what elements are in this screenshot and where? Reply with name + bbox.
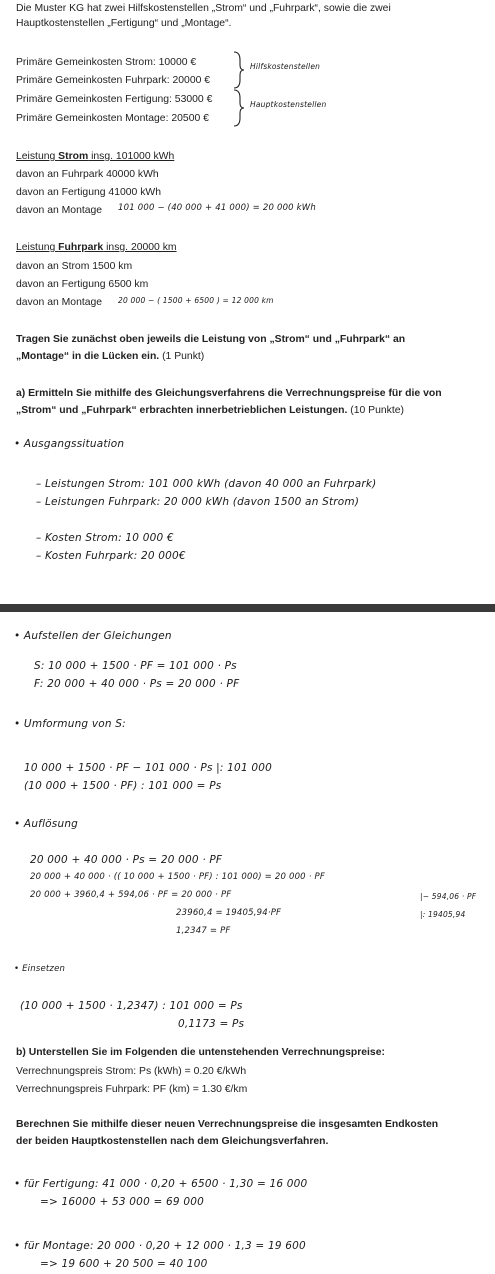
hw-leistung-strom: – Leistungen Strom: 101 000 kWh (davon 40 000 an Fuhrpark)	[36, 478, 377, 490]
hw-umformung-1: 10 000 + 1500 · PF − 101 000 · Ps |: 101 000	[24, 762, 272, 774]
hw-aufloesung-5: 1,2347 = PF	[176, 926, 231, 936]
fuhrpark-title: Leistung Fuhrpark insg. 20000 km	[16, 242, 177, 253]
hw-fertigung-2: => 16000 + 53 000 = 69 000	[40, 1196, 204, 1208]
hw-umformung-2: (10 000 + 1500 · PF) : 101 000 = Ps	[24, 780, 222, 792]
task-b-line-2: Berechnen Sie mithilfe dieser neuen Verrechnungspreise die insgesamten Endkosten	[16, 1119, 439, 1130]
fuhrpark-line-3: davon an Montage	[16, 297, 103, 308]
hw-equation-f: F: 20 000 + 40 000 · Ps = 20 000 · PF	[34, 678, 240, 690]
intro-line-2: Hauptkostenstellen „Fertigung“ und „Montage“.	[16, 18, 232, 29]
task-intro-line-1: Tragen Sie zunächst oben jeweils die Leistung von „Strom“ und „Fuhrpark“ an	[16, 334, 406, 345]
hw-aufloesung-3: 20 000 + 3960,4 + 594,06 · PF = 20 000 · PF	[30, 890, 232, 900]
task-intro-line-2: „Montage“ in die Lücken ein. (1 Punkt)	[16, 351, 205, 362]
strom-handwritten: 101 000 − (40 000 + 41 000) = 20 000 kWh	[118, 203, 317, 213]
task-b-preis-strom: Verrechnungspreis Strom: Ps (kWh) = 0.20 €/kWh	[16, 1066, 247, 1077]
hw-heading-umformung: • Umformung von S:	[14, 718, 126, 730]
hw-montage-1: • für Montage: 20 000 · 0,20 + 12 000 · 1,3 = 19 600	[14, 1240, 306, 1252]
hw-heading-ausgang: • Ausgangssituation	[14, 438, 125, 450]
hw-aufloesung-3-note: |− 594,06 · PF	[420, 892, 477, 901]
hw-heading-aufloesung: • Auflösung	[14, 818, 79, 830]
hw-fertigung-1: • für Fertigung: 41 000 · 0,20 + 6500 · 1,30 = 16 000	[14, 1178, 308, 1190]
brace-label-hilf: Hilfskostenstellen	[250, 62, 321, 71]
hw-einsetzen-2: 0,1173 = Ps	[178, 1018, 245, 1030]
strom-title: Leistung Strom insg. 101000 kWh	[16, 151, 175, 162]
fuhrpark-line-1: davon an Strom 1500 km	[16, 261, 133, 272]
hw-heading-einsetzen: • Einsetzen	[14, 964, 66, 974]
cost-montage: Primäre Gemeinkosten Montage: 20500 €	[16, 113, 209, 124]
cost-strom: Primäre Gemeinkosten Strom: 10000 €	[16, 57, 197, 68]
brace-haupt	[232, 88, 246, 128]
task-a-line-1: a) Ermitteln Sie mithilfe des Gleichungsverfahrens die Verrechnungspreise für die von	[16, 388, 442, 399]
hw-aufloesung-4: 23960,4 = 19405,94·PF	[176, 908, 282, 918]
hw-montage-2: => 19 600 + 20 500 = 40 100	[40, 1258, 208, 1270]
hw-equation-s: S: 10 000 + 1500 · PF = 101 000 · Ps	[34, 660, 237, 672]
cost-fertigung: Primäre Gemeinkosten Fertigung: 53000 €	[16, 94, 213, 105]
task-b-line-3: der beiden Hauptkostenstellen nach dem Gleichungsverfahren.	[16, 1136, 329, 1147]
task-b-preis-fuhrpark: Verrechnungspreis Fuhrpark: PF (km) = 1.30 €/km	[16, 1084, 248, 1095]
cost-fuhrpark: Primäre Gemeinkosten Fuhrpark: 20000 €	[16, 75, 211, 86]
hw-kosten-fuhrpark: – Kosten Fuhrpark: 20 000€	[36, 550, 186, 562]
page-divider	[0, 604, 495, 612]
brace-label-haupt: Hauptkostenstellen	[250, 100, 327, 109]
task-a-line-2: „Strom“ und „Fuhrpark“ erbrachten innerbetrieblichen Leistungen. (10 Punkte)	[16, 405, 404, 416]
fuhrpark-line-2: davon an Fertigung 6500 km	[16, 279, 149, 290]
fuhrpark-handwritten: 20 000 − ( 1500 + 6500 ) = 12 000 km	[118, 296, 274, 305]
strom-line-1: davon an Fuhrpark 40000 kWh	[16, 169, 159, 180]
brace-hilf	[232, 50, 246, 90]
hw-aufloesung-1: 20 000 + 40 000 · Ps = 20 000 · PF	[30, 854, 223, 866]
hw-heading-gleichungen: • Aufstellen der Gleichungen	[14, 630, 172, 642]
hw-aufloesung-2: 20 000 + 40 000 · (( 10 000 + 1500 · PF) : 101 000) = 20 000 · PF	[30, 872, 325, 882]
strom-line-3: davon an Montage	[16, 205, 103, 216]
hw-einsetzen-1: (10 000 + 1500 · 1,2347) : 101 000 = Ps	[20, 1000, 243, 1012]
strom-line-2: davon an Fertigung 41000 kWh	[16, 187, 161, 198]
hw-kosten-strom: – Kosten Strom: 10 000 €	[36, 532, 174, 544]
task-b-line-1: b) Unterstellen Sie im Folgenden die untenstehenden Verrechnungspreise:	[16, 1047, 385, 1058]
intro-line-1: Die Muster KG hat zwei Hilfskostenstellen „Strom“ und „Fuhrpark“, sowie die zwei	[16, 3, 391, 14]
hw-leistung-fuhrpark: – Leistungen Fuhrpark: 20 000 kWh (davon 1500 an Strom)	[36, 496, 360, 508]
hw-aufloesung-4-note: |: 19405,94	[420, 910, 466, 919]
